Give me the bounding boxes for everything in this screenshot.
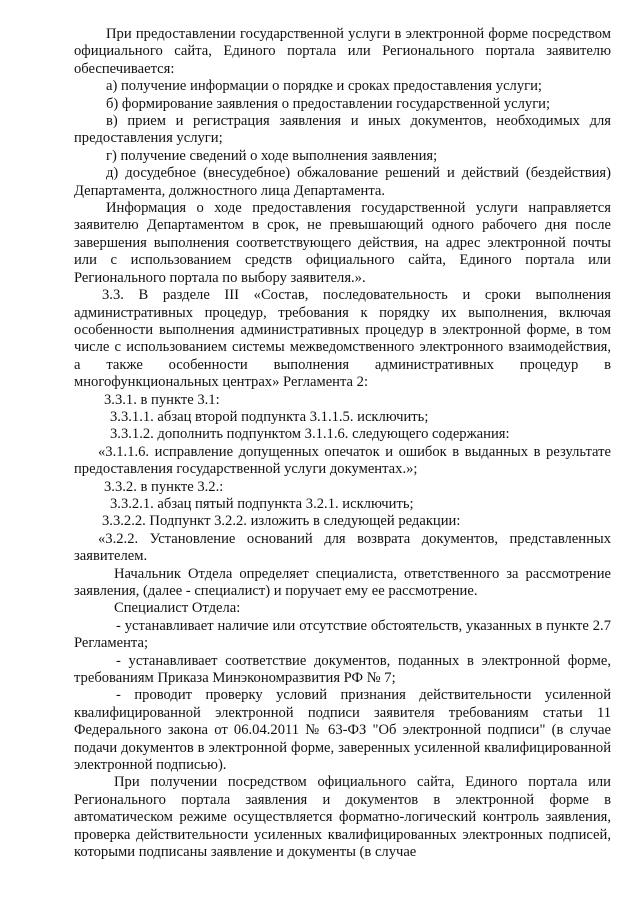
list-item: б) формирование заявления о предоставлении государственной услуги; [106, 95, 551, 112]
clause: 3.3.2. в пункте 3.2.: [104, 478, 224, 495]
list-item: а) получение информации о порядке и сроках предоставления услуги; [106, 78, 542, 95]
document-page [74, 26, 611, 862]
list-item: в) прием и регистрация заявления и иных документов, необходимых для предоставления услуги; [74, 113, 611, 147]
paragraph: Специалист Отдела: [114, 600, 241, 617]
clause: 3.3.1. в пункте 3.1: [104, 391, 220, 408]
paragraph: Информация о ходе предоставления государственной услуги направляется заявителю Департаментом в срок, не превышающий одного рабочего дня после завершения выполнения соответствующего действия, на адрес электронной почты или с использованием средств официального сайта, Единого портала или Регионального портала по выбору заявителя.». [74, 200, 611, 286]
list-item: д) досудебное (внесудебное) обжалование решений и действий (бездействия) Департамента, должностного лица Департамента. [74, 165, 611, 199]
clause: 3.3.2.2. Подпункт 3.2.2. изложить в следующей редакции: [102, 513, 461, 530]
clause: 3.3.1.1. абзац второй подпункта 3.1.1.5. исключить; [110, 408, 429, 425]
clause: 3.3.2.1. абзац пятый подпункта 3.2.1. исключить; [110, 495, 414, 512]
paragraph: При получении посредством официального сайта, Единого портала или Регионального портала заявления и документов в электронной форме в автоматическом режиме осуществляется форматно-логический контроль заявления, проверка действительности усиленных квалифицированных электронных подписей, которыми подписаны заявление и документы (в случае [74, 774, 611, 861]
clause: 3.3.1.2. дополнить подпунктом 3.1.1.6. следующего содержания: [110, 426, 510, 443]
section-paragraph: 3.3. В разделе III «Состав, последовательность и сроки выполнения административных процедур, требования к порядку их выполнения, включая особенности выполнения административных процедур в электронной форме, в том числе с использованием системы межведомственного электронного взаимодействия, а также особенности выполнения административных процедур в многофункциональных центрах» Регламента 2: [74, 287, 611, 391]
quoted-clause: «3.1.1.6. исправление допущенных опечаток и ошибок в выданных в результате предоставления государственной услуги документах.»; [74, 443, 611, 478]
list-item: - устанавливает наличие или отсутствие обстоятельств, указанных в пункте 2.7 Регламента; [74, 617, 611, 652]
list-item: - проводит проверку условий признания действительности усиленной квалифицированной электронной подписи заявителя требованиям статьи 11 Федерального закона от 06.04.2011 № 63-ФЗ "Об электронной подписи" (в случае подачи документов в электронной форме, заверенных усиленной квалифицированной электронной подписью). [74, 687, 611, 774]
paragraph: Начальник Отдела определяет специалиста, ответственного за рассмотрение заявления, (далее - специалист) и поручает ему ее рассмотрение. [74, 565, 611, 599]
paragraph: При предоставлении государственной услуги в электронной форме посредством официального сайта, Единого портала или Регионального портала заявителю обеспечивается: [74, 26, 611, 77]
quoted-clause: «3.2.2. Установление оснований для возврата документов, представленных заявителем. [74, 530, 611, 565]
list-item: г) получение сведений о ходе выполнения заявления; [106, 147, 438, 164]
list-item: - устанавливает соответствие документов, поданных в электронной форме, требованиям Приказа Минэкономразвития РФ № 7; [74, 652, 611, 687]
